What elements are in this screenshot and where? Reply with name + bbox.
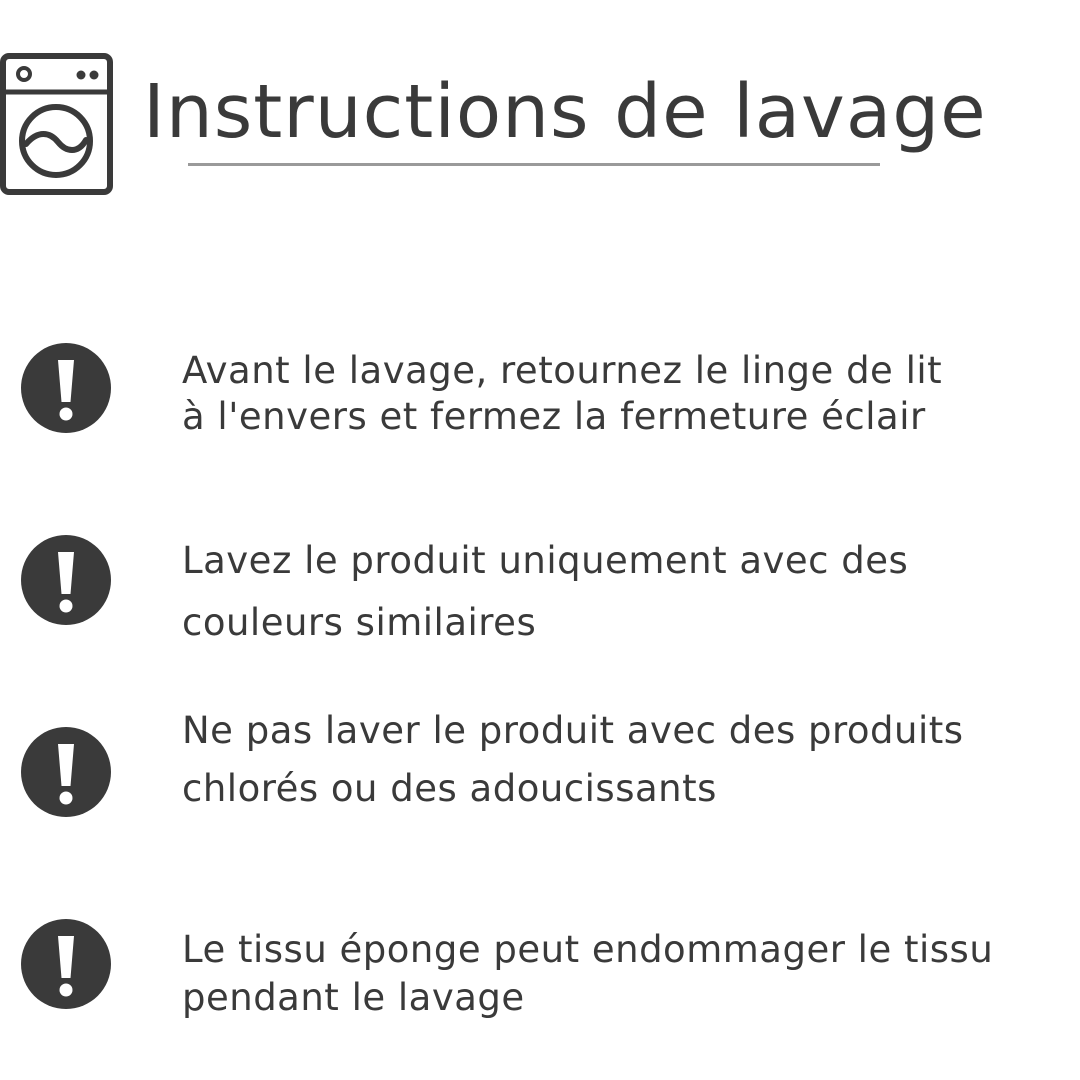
instruction-line: Lavez le produit uniquement avec des [182, 539, 909, 582]
instruction-line: couleurs similaires [182, 601, 537, 644]
instruction-line: chlorés ou des adoucissants [182, 767, 717, 810]
exclamation-circle-icon [20, 918, 112, 1010]
instruction-line: pendant le lavage [182, 976, 525, 1019]
instruction-line: Le tissu éponge peut endommager le tissu [182, 928, 994, 971]
exclamation-circle-icon [20, 534, 112, 626]
instruction-text [182, 348, 1062, 440]
instruction-text [182, 702, 1062, 818]
instruction-line: Ne pas laver le produit avec des produits [182, 709, 964, 752]
exclamation-circle-icon [20, 726, 112, 818]
washing-machine-icon [0, 52, 114, 196]
page-title: Instructions de lavage [143, 69, 987, 155]
exclamation-circle-icon [20, 342, 112, 434]
title-underline [188, 163, 880, 166]
instruction-text [182, 530, 1062, 654]
instruction-item [0, 916, 1080, 1026]
instruction-item [0, 532, 1080, 642]
instruction-item [0, 709, 1080, 834]
instruction-line: à l'envers et fermez la fermeture éclair [182, 395, 926, 438]
instruction-item [0, 340, 1080, 440]
header [0, 0, 1080, 220]
instruction-line: Avant le lavage, retournez le linge de lit [182, 349, 943, 392]
instruction-text [182, 926, 1062, 1022]
